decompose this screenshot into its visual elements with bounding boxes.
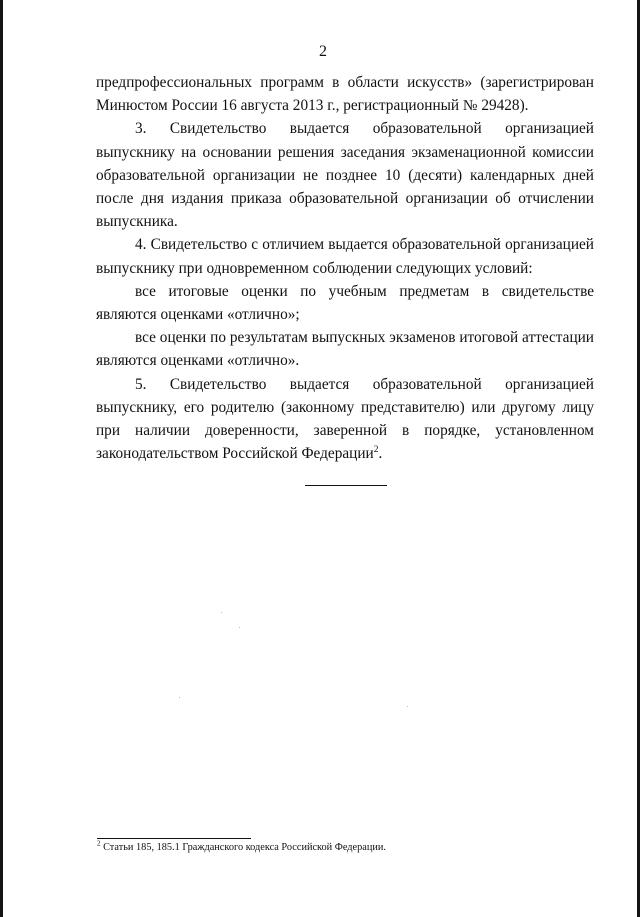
- scan-speck: [407, 706, 408, 707]
- paragraph-continuation: предпрофессиональных программ в области искусств» (зарегистрирован Минюстом России 16 августа 2013 г., регистрационный № 29428).: [96, 74, 594, 115]
- scan-speck: [221, 612, 222, 613]
- paragraph-condition-2: все оценки по результатам выпускных экзаменов итоговой аттестации являются оценками «отлично».: [96, 329, 594, 370]
- footnote: [97, 841, 597, 854]
- footnote-reference: 2: [373, 445, 379, 456]
- page-number: 2: [319, 43, 327, 60]
- paragraph-item-5: 5. Свидетельство выдается образовательной организацией выпускнику, его родителю (законному представителю) или другому лицу при наличии доверенности, заверенной в порядке, установленном законодательством Российской Федерации$^2$.: [96, 375, 594, 463]
- footnote-text: Статьи 185, 185.1 Гражданского кодекса Российской Федерации.: [100, 842, 386, 853]
- footnote-marker: 2: [97, 839, 101, 848]
- footnote-separator: [97, 838, 251, 839]
- scan-speck: [239, 627, 240, 628]
- paragraph-item-4: 4. Свидетельство с отличием выдается образовательной организацией выпускнику при одновременном соблюдении следующих условий:: [96, 236, 594, 277]
- scan-speck: [179, 697, 180, 698]
- paragraph-item-3: 3. Свидетельство выдается образовательной организацией выпускнику на основании решения заседания экзаменационной комиссии образовательной организации не позднее 10 (десяти) календарных дней после дня издания приказа образовательной организации об отчислении выпускника.: [96, 120, 594, 231]
- end-of-text-rule: [305, 485, 387, 486]
- paragraph-item-5-text: 5. Свидетельство выдается образовательной организацией выпускнику, его родителю (законному представителю) или другому лицу при наличии доверенности, заверенной в порядке, установленном законодательством Российской Федерации: [96, 375, 594, 463]
- paragraph-condition-1: все итоговые оценки по учебным предметам в свидетельстве являются оценками «отлично»;: [96, 282, 594, 324]
- document-body: [96, 71, 594, 465]
